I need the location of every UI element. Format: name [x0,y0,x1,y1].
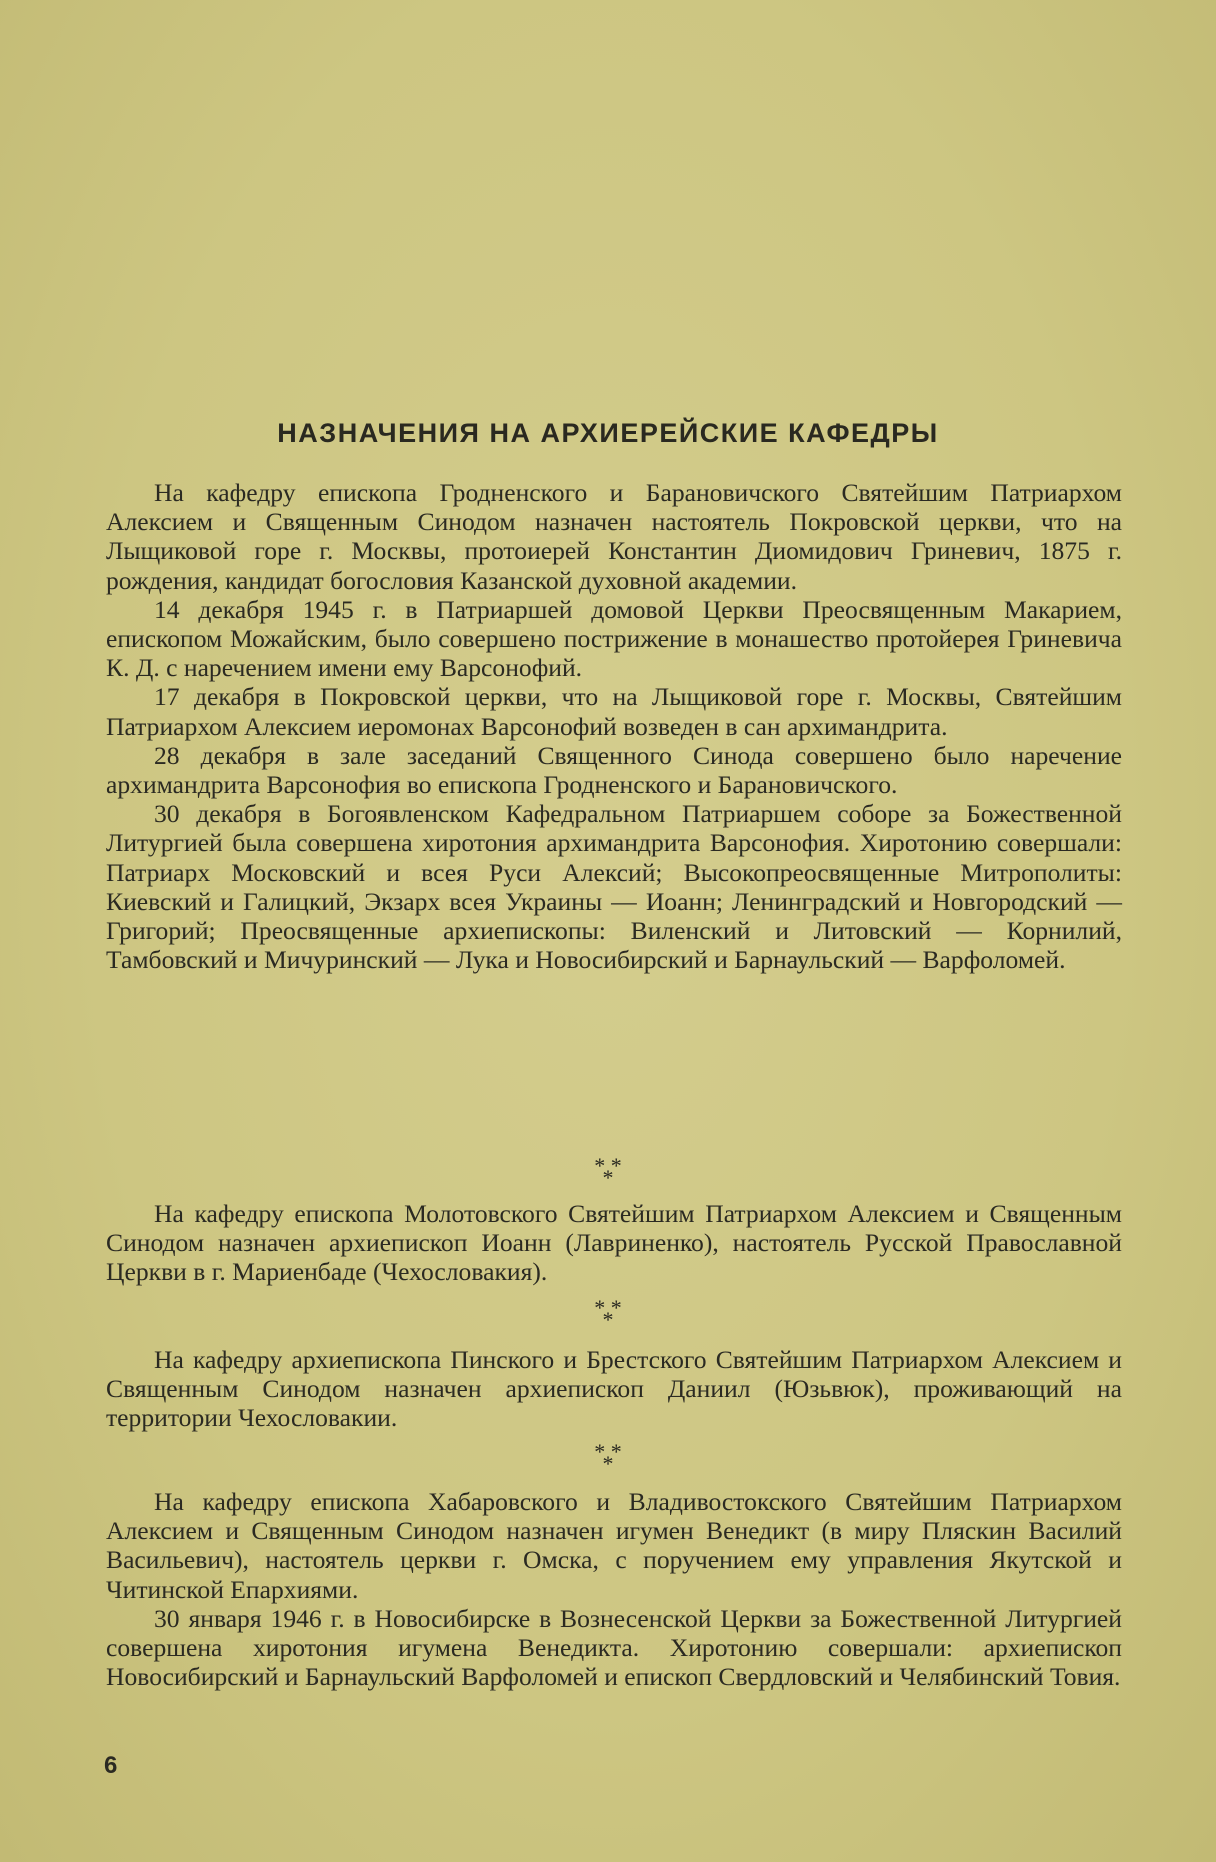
paragraph: На кафедру епископа Молотовского Святейшим Патриархом Алексием и Священным Синодом назначен архиепископ Иоанн (Лавриненко), настоятель Русской Православной Церкви в г. Мариенбаде (Чехословакия). [106,1199,1122,1287]
section-separator [0,1153,1216,1190]
paragraph: 30 декабря в Богоявленском Кафедральном Патриаршем соборе за Божественной Литургией была совершена хиротония архимандрита Варсонофия. Хиротонию совершали: Патриарх Московский и всея Руси Алексий; Высокопреосвященные Митрополиты: Киевский и Галицкий, Экзарх всея Украины — Иоанн; Ленинградский и Новгородский — Григорий; Преосвященные архиепископы: Виленский и Литовский — Корнилий, Тамбовский и Мичуринский — Лука и Новосибирский и Барнаульский — Варфоломей. [106,799,1122,975]
section-kafedra-grodno [106,478,1122,974]
section-kafedra-pinsk [106,1345,1122,1433]
asterisk-separator: * * * [594,1153,622,1190]
article-heading: НАЗНАЧЕНИЯ НА АРХИЕРЕЙСКИЕ КАФЕДРЫ [277,418,939,448]
paragraph: На кафедру епископа Гродненского и Барановичского Святейшим Патриархом Алексием и Священным Синодом назначен настоятель Покровской церкви, что на Лыщиковой горе г. Москвы, протоиерей Константин Диомидович Гриневич, 1875 г. рождения, кандидат богословия Казанской духовной академии. [106,478,1122,595]
asterisk-separator: * * * [594,1295,622,1332]
paragraph: 30 января 1946 г. в Новосибирске в Вознесенской Церкви за Божественной Литургией совершена хиротония игумена Венедикта. Хиротонию совершали: архиепископ Новосибирский и Барнаульский Варфоломей и епископ Свердловский и Челябинский Товия. [106,1603,1122,1692]
paragraph: 17 декабря в Покровской церкви, что на Лыщиковой горе г. Москвы, Святейшим Патриархом Алексием иеромонах Варсонофий возведен в сан архимандрита. [106,682,1122,741]
paragraph: 14 декабря 1945 г. в Патриаршей домовой Церкви Преосвященным Макарием, епископом Можайским, было совершено пострижение в монашество протойерея Гриневича К. Д. с наречением имени ему Варсонофий. [106,594,1122,683]
paragraph: На кафедру епископа Хабаровского и Владивостокского Святейшим Патриархом Алексием и Священным Синодом назначен игумен Венедикт (в миру Пляскин Василий Васильевич), настоятель церкви г. Омска, с поручением ему управления Якутской и Читинской Епархиями. [106,1487,1122,1604]
page-number: 6 [104,1752,118,1779]
section-kafedra-molotov [106,1199,1122,1287]
paragraph: На кафедру архиепископа Пинского и Брестского Святейшим Патриархом Алексием и Священным Синодом назначен архиепископ Даниил (Юзьвюк), проживающий на территории Чехословакии. [106,1345,1122,1433]
section-separator [0,1295,1216,1332]
paragraph: 28 декабря в зале заседаний Священного Синода совершено было наречение архимандрита Варсонофия во епископа Гродненского и Барановичского. [106,740,1122,800]
asterisk-separator: * * * [594,1439,622,1476]
section-kafedra-khabarovsk [106,1487,1122,1691]
section-separator [0,1439,1216,1476]
